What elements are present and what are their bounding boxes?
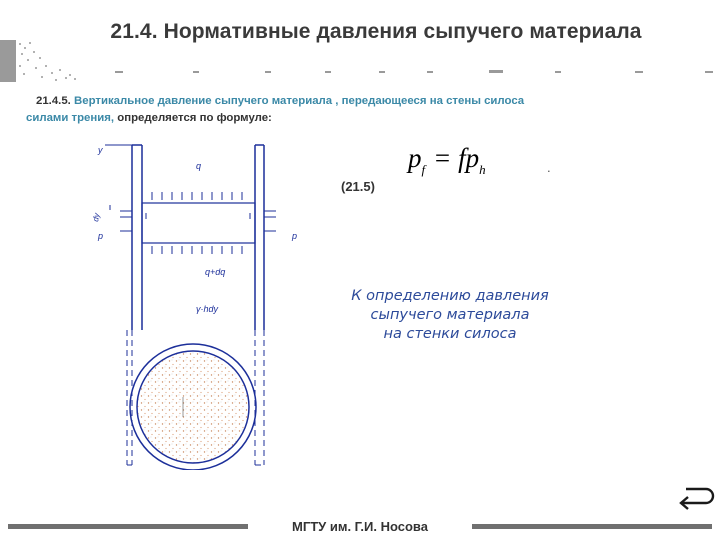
title-decoration [0, 40, 80, 82]
formula-rhs: = fp [433, 143, 480, 173]
caption-line-1: К определению давления [351, 288, 549, 304]
section-intro [26, 93, 666, 127]
q-dq-label: q+dq [205, 267, 226, 277]
section-heading-part2: силами трения, [26, 112, 115, 124]
return-arrow-icon[interactable] [676, 479, 716, 513]
silo-cross-section [130, 344, 256, 470]
p-right-label: p [292, 231, 298, 241]
figure-caption [345, 287, 555, 344]
footer-text: МГТУ им. Г.И. Носова [292, 519, 428, 534]
formula-lhs: p [408, 143, 422, 173]
section-number: 21.4.5. [36, 95, 71, 107]
gamma-hdy-label: γ·hdy [196, 304, 219, 314]
formula-lhs-subscript: f [421, 162, 426, 177]
caption-line-3: на стенки силоса [383, 326, 517, 342]
section-text: определяется по формуле: [117, 112, 272, 124]
section-heading-part1: Вертикальное давление сыпучего материала , передающееся на стены силоса [74, 95, 525, 107]
silo-element [142, 203, 255, 243]
formula-number: (21.5) [341, 179, 375, 194]
top-pressure-arrows [152, 192, 242, 200]
formula-dot: . [547, 160, 551, 175]
silo-diagram [70, 135, 320, 470]
q-label: q [196, 161, 202, 171]
p-left-label: p [98, 231, 104, 241]
formula [408, 143, 486, 178]
side-pressure-arrows [120, 211, 276, 231]
slide-title: 21.4. Нормативные давления сыпучего материала [110, 20, 642, 43]
title-underline [115, 70, 715, 74]
caption-line-2: сыпучего материала [370, 307, 530, 323]
y-axis [105, 145, 132, 210]
dy-label: dy [91, 212, 102, 223]
formula-rhs-subscript: h [479, 162, 486, 177]
bottom-pressure-arrows [152, 246, 242, 254]
y-axis-label: y [98, 145, 103, 155]
silo-walls [132, 145, 264, 330]
